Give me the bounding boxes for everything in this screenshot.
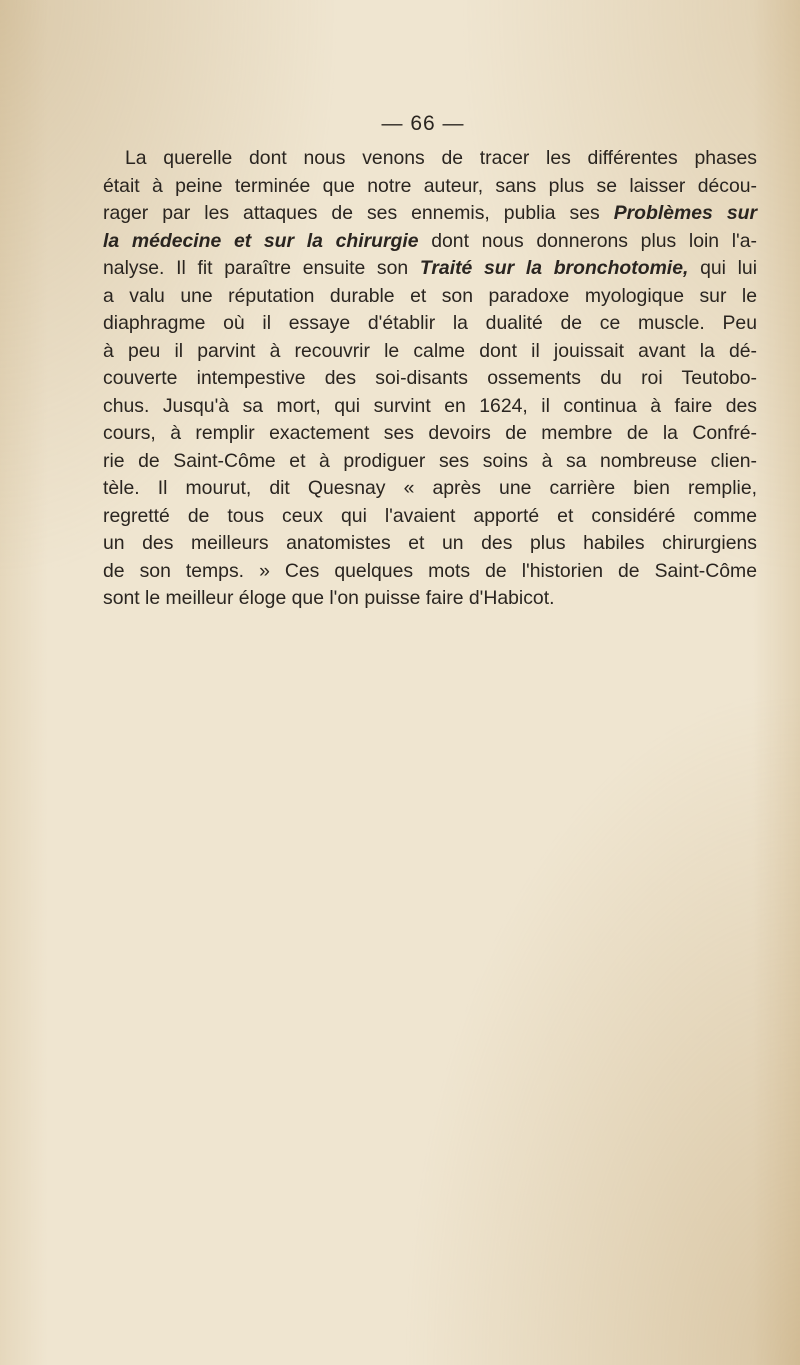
- text-line: La querelle dont nous venons de tracer les différentes phases: [125, 147, 757, 169]
- text-line: tèle. Il mourut, dit Quesnay « après une carrière bien remplie,: [103, 477, 757, 499]
- text-segment: qui lui: [700, 257, 758, 279]
- text-segment: dont nous donnerons plus loin l'a-: [431, 229, 758, 252]
- page-number: — 66 —: [381, 112, 465, 135]
- text-line: un des meilleurs anatomistes et un des plus habiles chirurgiens: [103, 532, 757, 554]
- text-line: diaphragme où il essaye d'établir la dualité de ce muscle. Peu: [103, 312, 757, 334]
- text-line: à peu il parvint à recouvrir le calme dont il jouissait avant la dé-: [103, 339, 757, 362]
- text-line: cours, à remplir exactement ses devoirs de membre de la Confré-: [103, 422, 757, 444]
- text-line: [103, 228, 757, 256]
- text-line: a valu une réputation durable et son paradoxe myologique sur le: [103, 284, 757, 307]
- book-title-italic: Problèmes sur: [613, 202, 757, 224]
- text-line: sont le meilleur éloge que l'on puisse faire d'Habicot.: [103, 587, 555, 609]
- text-line: [103, 200, 757, 228]
- book-title-italic: la médecine et sur la chirurgie: [103, 229, 419, 252]
- text-line: de son temps. » Ces quelques mots de l'historien de Saint-Côme: [103, 559, 757, 582]
- text-line: était à peine terminée que notre auteur, sans plus se laisser décou-: [103, 174, 757, 197]
- text-segment: rager par les attaques de ses ennemis, publia ses: [103, 202, 600, 224]
- book-title-italic: Traité sur la bronchotomie,: [419, 257, 689, 279]
- text-line: couverte intempestive des soi-disants ossements du roi Teutobo-: [103, 367, 757, 389]
- text-line: chus. Jusqu'à sa mort, qui survint en 1624, il continua à faire des: [103, 394, 757, 417]
- text-line: [103, 255, 757, 283]
- text-line: rie de Saint-Côme et à prodiguer ses soins à sa nombreuse clien-: [103, 449, 757, 472]
- text-line: regretté de tous ceux qui l'avaient apporté et considéré comme: [103, 504, 757, 527]
- text-segment: nalyse. Il fit paraître ensuite son: [103, 257, 409, 279]
- body-paragraph: [103, 145, 757, 613]
